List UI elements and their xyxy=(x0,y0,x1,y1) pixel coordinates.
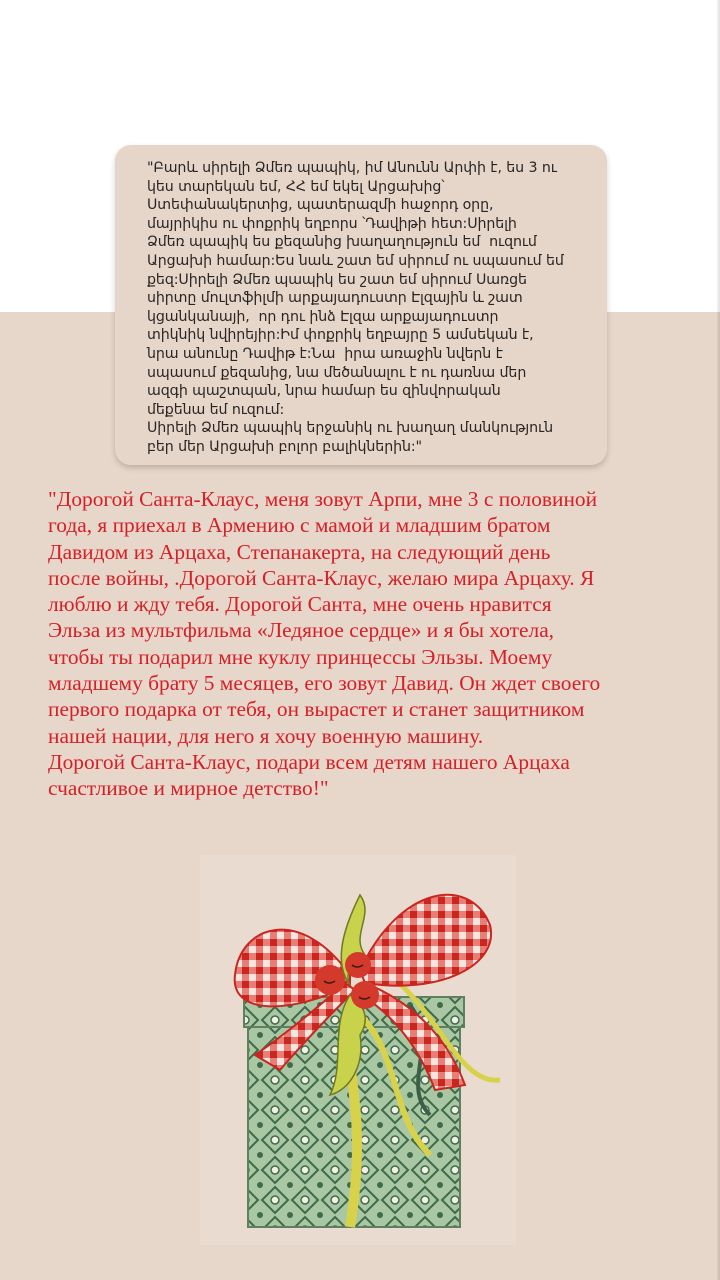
gift-box-icon xyxy=(200,855,516,1245)
russian-line: Эльза из мультфильма «Ледяное сердце» и я бы хотела, xyxy=(48,618,555,643)
russian-line: люблю и жду тебя. Дорогой Санта, мне очень нравится xyxy=(48,592,552,617)
russian-line: младшему брату 5 месяцев, его зовут Давид. Он ждет своего xyxy=(48,671,601,696)
armenian-line: մեքենա եմ ուզում: xyxy=(147,401,285,418)
armenian-letter-text xyxy=(147,159,591,457)
armenian-line: Ստեփանակերտից, պատերազմի հաջորդ օրը, xyxy=(147,197,494,214)
berry xyxy=(315,965,345,995)
russian-line: Давидом из Арцаха, Степанакерта, на следующий день xyxy=(48,539,551,564)
armenian-letter-card xyxy=(115,145,607,465)
gift-illustration xyxy=(200,855,516,1245)
russian-line: чтобы ты подарил мне куклу принцессы Эльзы. Моему xyxy=(48,644,553,669)
russian-line: Дорогой Санта-Клаус, подари всем детям нашего Арцаха xyxy=(48,749,570,774)
russian-line: года, я приехал в Армению с мамой и младшим братом xyxy=(48,513,551,538)
armenian-line: սպասում քեզանից, նա մեծանալու է ու դառնա մեր xyxy=(147,364,527,381)
russian-line: первого подарка от тебя, он вырастет и станет защитником xyxy=(48,697,585,722)
russian-line: счастливое и мирное детство!" xyxy=(48,776,329,801)
armenian-line: կցանկանայի, որ դու ինձ Էլզա արքայադուստր xyxy=(147,308,499,325)
armenian-line: քեզ:Սիրելի Ձմեռ պապիկ ես շատ եմ սիրում Սառցե xyxy=(147,271,527,288)
berry xyxy=(351,981,379,1009)
armenian-line: սիրտը մուլտֆիլմի արքայադուստր Էլզային և շատ xyxy=(147,290,523,307)
ribbon-bow-right xyxy=(360,895,491,986)
armenian-line: Սիրելի Ձմեռ պապիկ երջանիկ ու խաղաղ մանկություն xyxy=(147,420,554,437)
armenian-line: Ձմեռ պապիկ ես քեզանից խաղաղություն եմ ուզում xyxy=(147,234,537,251)
armenian-line: կես տարեկան եմ, ՀՀ եմ եկել Արցախից՝ xyxy=(147,178,445,195)
russian-line: после войны, .Дорогой Санта-Клаус, желаю мира Арцаху. Я xyxy=(48,565,595,590)
armenian-line: նրա անունը Դավիթ է:Նա իրա առաջին նվերն է xyxy=(147,345,503,362)
armenian-line: "Բարև սիրելի Ձմեռ պապիկ, իմ Անունն Արփի է, ես 3 ու xyxy=(147,160,557,176)
russian-letter-text xyxy=(48,486,708,802)
berry xyxy=(345,952,371,978)
armenian-line: ազգի պաշտպան, նրա համար ես զինվորական xyxy=(147,383,501,400)
russian-line: "Дорогой Санта-Клаус, меня зовут Арпи, мне 3 с половиной xyxy=(48,487,598,511)
armenian-line: մայրիկիս ու փոքրիկ եղբորս ՝Դավիթի հետ:Սիրելի xyxy=(147,215,517,232)
armenian-line: տիկնիկ նվիրեյիր:Իմ փոքրիկ եղբայրը 5 ամսեկան է, xyxy=(147,327,534,344)
armenian-line: բեր մեր Արցախի բոլոր բալիկներին:" xyxy=(147,438,422,455)
armenian-line: Արցախի համար:Ես նաև շատ եմ սիրում ու սպասում եմ xyxy=(147,252,564,269)
russian-line: нашей нации, для него я хочу военную машину. xyxy=(48,723,484,748)
